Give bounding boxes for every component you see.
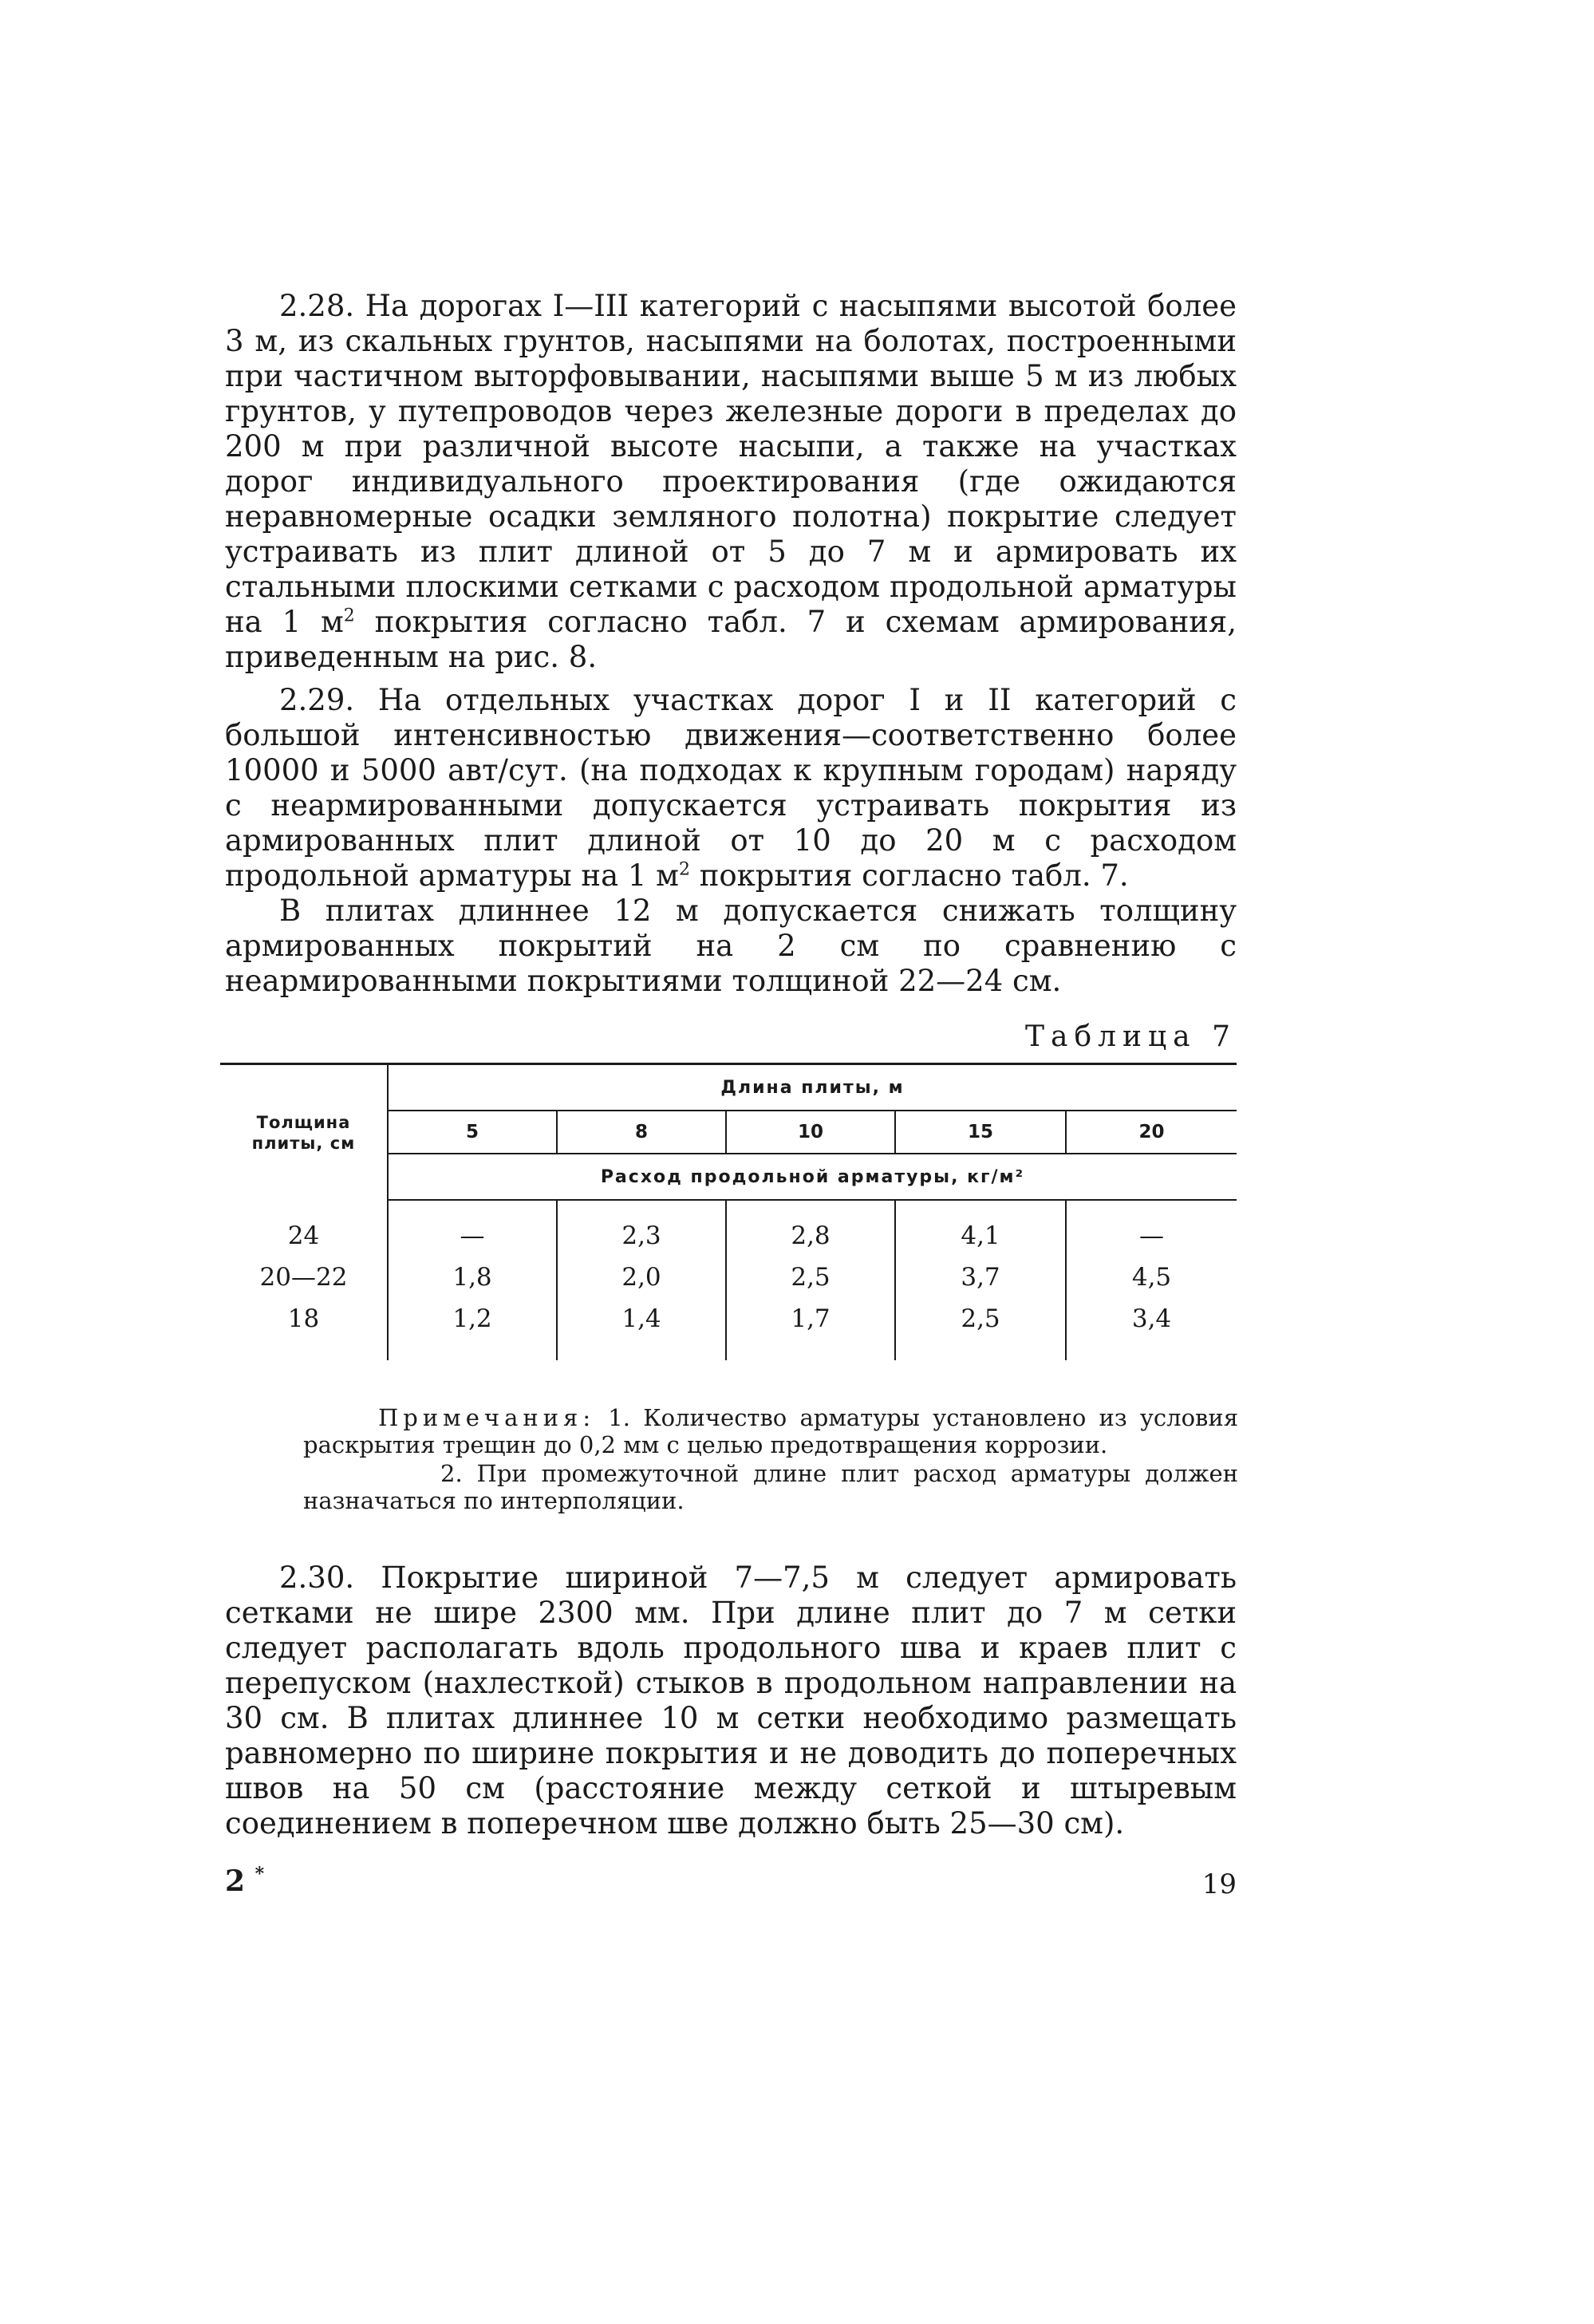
value-cell: 3,7 <box>895 1257 1066 1298</box>
note-text: 2. При промежуточной длине плит расход арматуры должен назначаться по интерполяции. <box>303 1460 1238 1514</box>
value-cell: 4,1 <box>895 1200 1066 1257</box>
value-cell: 2,8 <box>726 1200 895 1257</box>
table-row <box>220 1298 1237 1360</box>
thickness-cell: 24 <box>220 1200 388 1257</box>
page-number: 19 <box>1201 1868 1237 1900</box>
paragraph-2-28 <box>225 289 1237 675</box>
value-cell: 2,5 <box>726 1257 895 1298</box>
value-cell: 2,3 <box>557 1200 726 1257</box>
value-cell: 1,4 <box>557 1298 726 1360</box>
value-cell: 3,4 <box>1131 1304 1172 1333</box>
paragraph-text: 2.29. На отдельных участках дорог I и II категорий с большой интенсивностью движения—соответственно более 10000 и 5000 авт/сут. (на подходах к крупным городам) наряду с неармированными допускается устраивать покрытия из армированных плит длиной от 10 до 20 м с расходом продольной арматуры на 1 м <box>225 683 1237 893</box>
paragraph-text: 2.28. На дорогах I—III категорий с насыпями высотой более 3 м, из скальных грунтов, насыпями на болотах, построенными при частичном выторфовывании, насыпями выше 5 м из любых грунтов, у путепроводов через железные дороги в пределах до 200 м при различной высоте насыпи, а также на участках дорог индивидуального проектирования (где ожидаются неравномерные осадки земляного полотна) покрытие следует устраивать из плит длиной от 5 до 7 м и армировать их стальными плоскими сетками с расходом продольной арматуры на 1 м <box>225 289 1237 639</box>
value-cell: — <box>1139 1221 1164 1250</box>
paragraph-text-tail: покрытия согласно табл. 7 и схемам армирования, приведенным на рис. 8. <box>225 605 1237 674</box>
table-row <box>220 1257 1237 1298</box>
value-cell: 2,5 <box>895 1298 1066 1360</box>
length-cell: 15 <box>895 1111 1066 1154</box>
thickness-cell: 20—22 <box>220 1257 388 1298</box>
signature-number: 2 <box>225 1864 246 1898</box>
thickness-cell: 18 <box>220 1298 388 1360</box>
table-row <box>220 1200 1237 1257</box>
value-cell: — <box>388 1200 557 1257</box>
table-note-2 <box>303 1460 1238 1514</box>
length-header: Длина плиты, м <box>388 1065 1237 1111</box>
note-text: 1. Количество арматуры установлено из условия раскрытия трещин до 0,2 мм с целью предотвращения коррозии. <box>303 1404 1238 1458</box>
value-cell: 1,2 <box>388 1298 557 1360</box>
length-cell: 5 <box>388 1111 557 1154</box>
superscript: 2 <box>343 606 355 626</box>
value-cell: 1,8 <box>388 1257 557 1298</box>
signature-star: * <box>254 1864 265 1884</box>
thickness-header: Толщина плиты, см <box>220 1065 388 1200</box>
signature-mark <box>225 1864 264 1898</box>
paragraph-2-29 <box>225 683 1237 894</box>
notes-label: Примечания: <box>378 1404 596 1431</box>
value-cell: 4,5 <box>1131 1263 1172 1292</box>
table-title: Таблица 7 <box>1025 1020 1237 1053</box>
paragraph-2-30: 2.30. Покрытие шириной 7—7,5 м следует армировать сетками не шире 2300 мм. При длине плит до 7 м сетки следует располагать вдоль продольного шва и краев плит с перепуском (нахлесткой) стыков в продольном направлении на 30 см. В плитах длиннее 10 м сетки необходимо размещать равномерно по ширине покрытия и не доводить до поперечных швов на 50 см (расстояние между сеткой и штыревым соединением в поперечном шве должно быть 25—30 см). <box>225 1561 1237 1841</box>
reinforcement-table <box>220 1063 1237 1360</box>
paragraph-2-29-continuation: В плитах длиннее 12 м допускается снижать толщину армированных покрытий на 2 см по сравнению с неармированными покрытиями толщиной 22—24 см. <box>225 894 1237 998</box>
length-cell: 10 <box>726 1111 895 1154</box>
length-cell: 8 <box>557 1111 726 1154</box>
value-cell: 2,0 <box>557 1257 726 1298</box>
length-cell: 20 <box>1066 1111 1237 1154</box>
paragraph-text-tail: покрытия согласно табл. 7. <box>689 858 1129 893</box>
table-note-1 <box>303 1404 1238 1458</box>
value-cell: 1,7 <box>726 1298 895 1360</box>
superscript: 2 <box>678 859 690 880</box>
consumption-header: Расход продольной арматуры, кг/м² <box>388 1154 1237 1200</box>
